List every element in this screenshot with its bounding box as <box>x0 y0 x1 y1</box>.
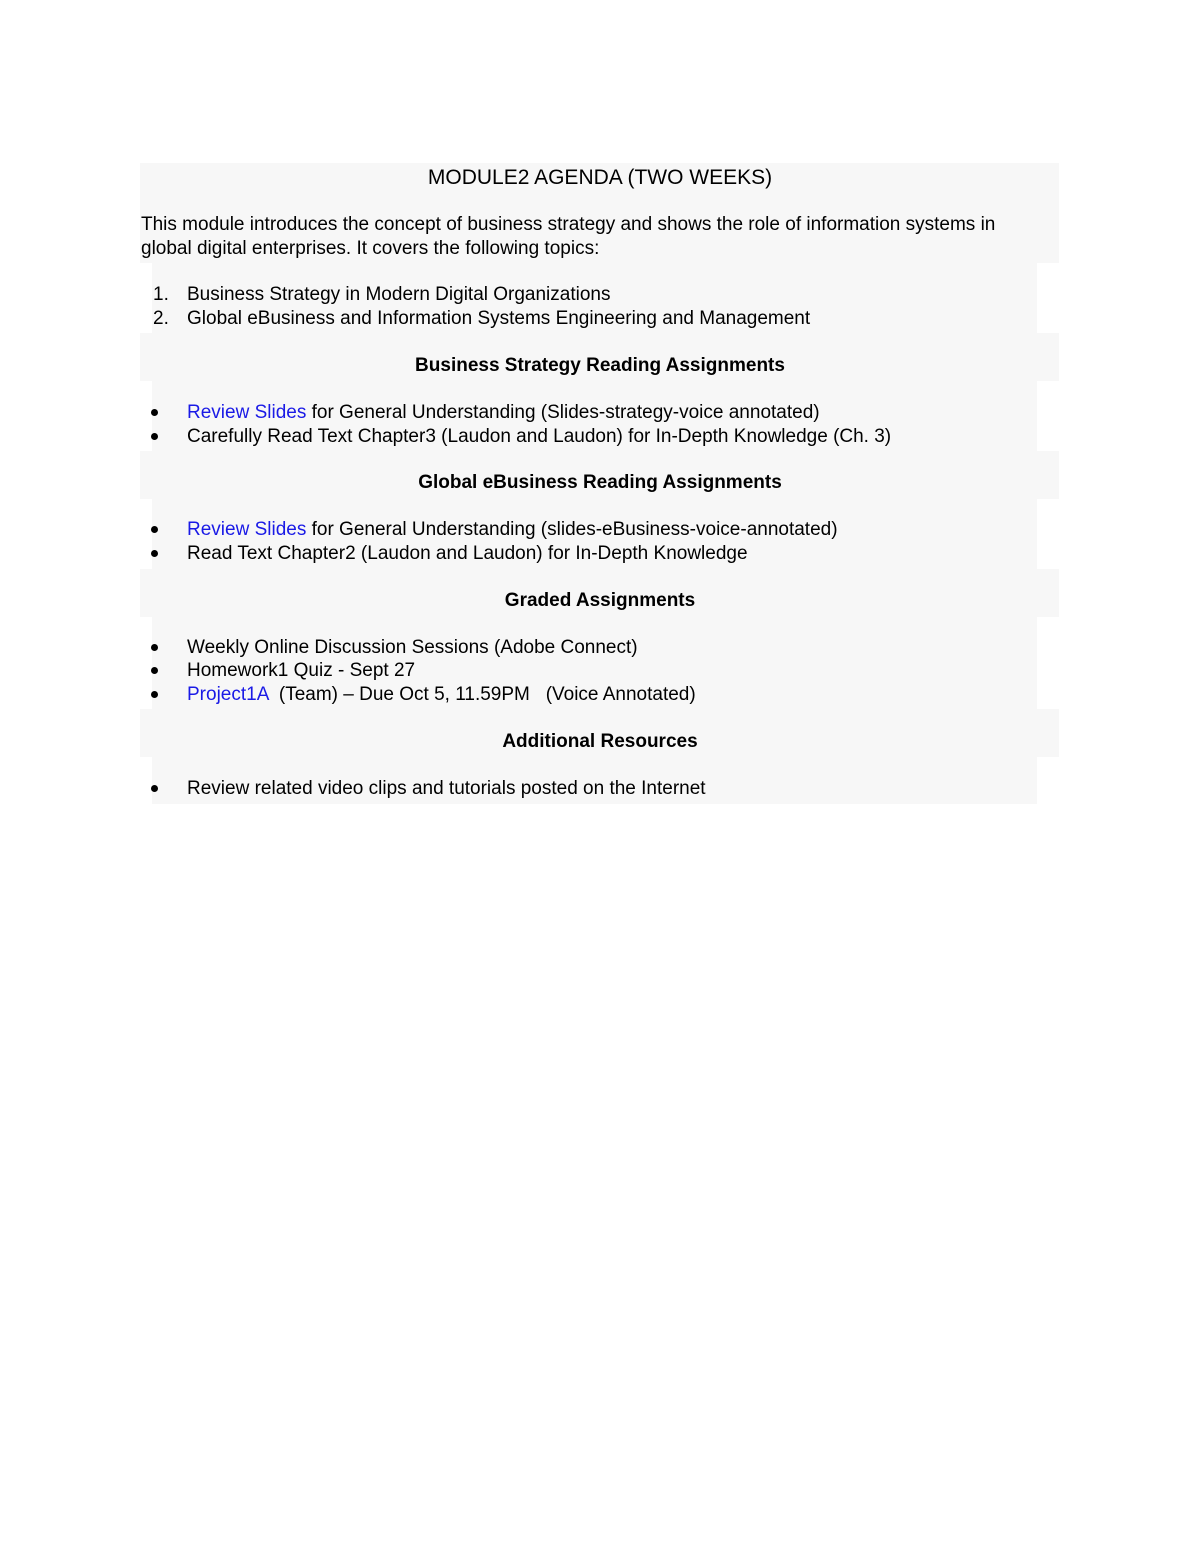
section-heading-additional-resources: Additional Resources <box>502 730 698 752</box>
page-title: MODULE2 AGENDA (TWO WEEKS) <box>427 166 773 189</box>
agenda-document <box>141 163 1059 800</box>
review-slides-link[interactable]: Review Slides <box>187 519 307 541</box>
list-item <box>141 636 1059 660</box>
list-item-text: (Team) – Due Oct 5, 11.59PM (Voice Annotated) <box>268 684 696 706</box>
topic-text: Business Strategy in Modern Digital Organizations <box>187 284 611 306</box>
list-item <box>141 401 1059 425</box>
list-item <box>141 542 1059 566</box>
bullet-icon <box>151 785 158 792</box>
spacer <box>141 260 1059 283</box>
section-heading-global-ebusiness: Global eBusiness Reading Assignments <box>418 472 782 494</box>
topic-item <box>141 283 1059 307</box>
review-slides-link[interactable]: Review Slides <box>187 401 307 423</box>
spacer <box>141 495 1059 518</box>
bullet-icon <box>151 691 158 698</box>
global-ebusiness-list <box>141 518 1059 565</box>
list-item-text: Carefully Read Text Chapter3 (Laudon and Laudon) for In-Depth Knowledge (Ch. 3) <box>187 425 892 447</box>
spacer <box>141 754 1059 777</box>
list-item-text: Homework1 Quiz - Sept 27 <box>187 660 416 682</box>
additional-resources-list <box>141 777 1059 801</box>
bullet-icon <box>151 644 158 651</box>
list-number: 1. <box>153 284 169 306</box>
spacer <box>141 378 1059 401</box>
section-heading-graded-assignments: Graded Assignments <box>504 589 696 611</box>
project1a-link[interactable]: Project1A <box>187 684 269 706</box>
bullet-icon <box>151 409 158 416</box>
bullet-icon <box>151 667 158 674</box>
list-item-text: Review related video clips and tutorials posted on the Internet <box>187 777 706 799</box>
spacer <box>141 613 1059 636</box>
topic-item <box>141 307 1059 331</box>
list-item-text: for General Understanding (Slides-strategy-voice annotated) <box>306 401 820 423</box>
topics-list <box>141 283 1059 330</box>
list-item <box>141 425 1059 449</box>
section-heading-business-strategy: Business Strategy Reading Assignments <box>415 354 785 376</box>
spacer <box>141 707 1059 730</box>
topic-text: Global eBusiness and Information Systems Engineering and Management <box>187 308 811 330</box>
bullet-icon <box>151 526 158 533</box>
list-item-text: Read Text Chapter2 (Laudon and Laudon) for In-Depth Knowledge <box>187 542 748 564</box>
list-item-text: for General Understanding (slides-eBusiness-voice-annotated) <box>306 519 838 541</box>
graded-assignments-list <box>141 636 1059 707</box>
bullet-icon <box>151 433 158 440</box>
intro-paragraph: This module introduces the concept of business strategy and shows the role of information systems in global digital enterprises. It covers the following topics: <box>141 214 996 259</box>
spacer <box>141 448 1059 471</box>
list-item <box>141 518 1059 542</box>
list-item-text: Weekly Online Discussion Sessions (Adobe Connect) <box>187 636 638 658</box>
spacer <box>141 566 1059 589</box>
list-item <box>141 777 1059 801</box>
business-strategy-list <box>141 401 1059 448</box>
spacer <box>141 331 1059 354</box>
list-item <box>141 683 1059 707</box>
list-number: 2. <box>153 308 169 330</box>
list-item <box>141 659 1059 683</box>
bullet-icon <box>151 550 158 557</box>
